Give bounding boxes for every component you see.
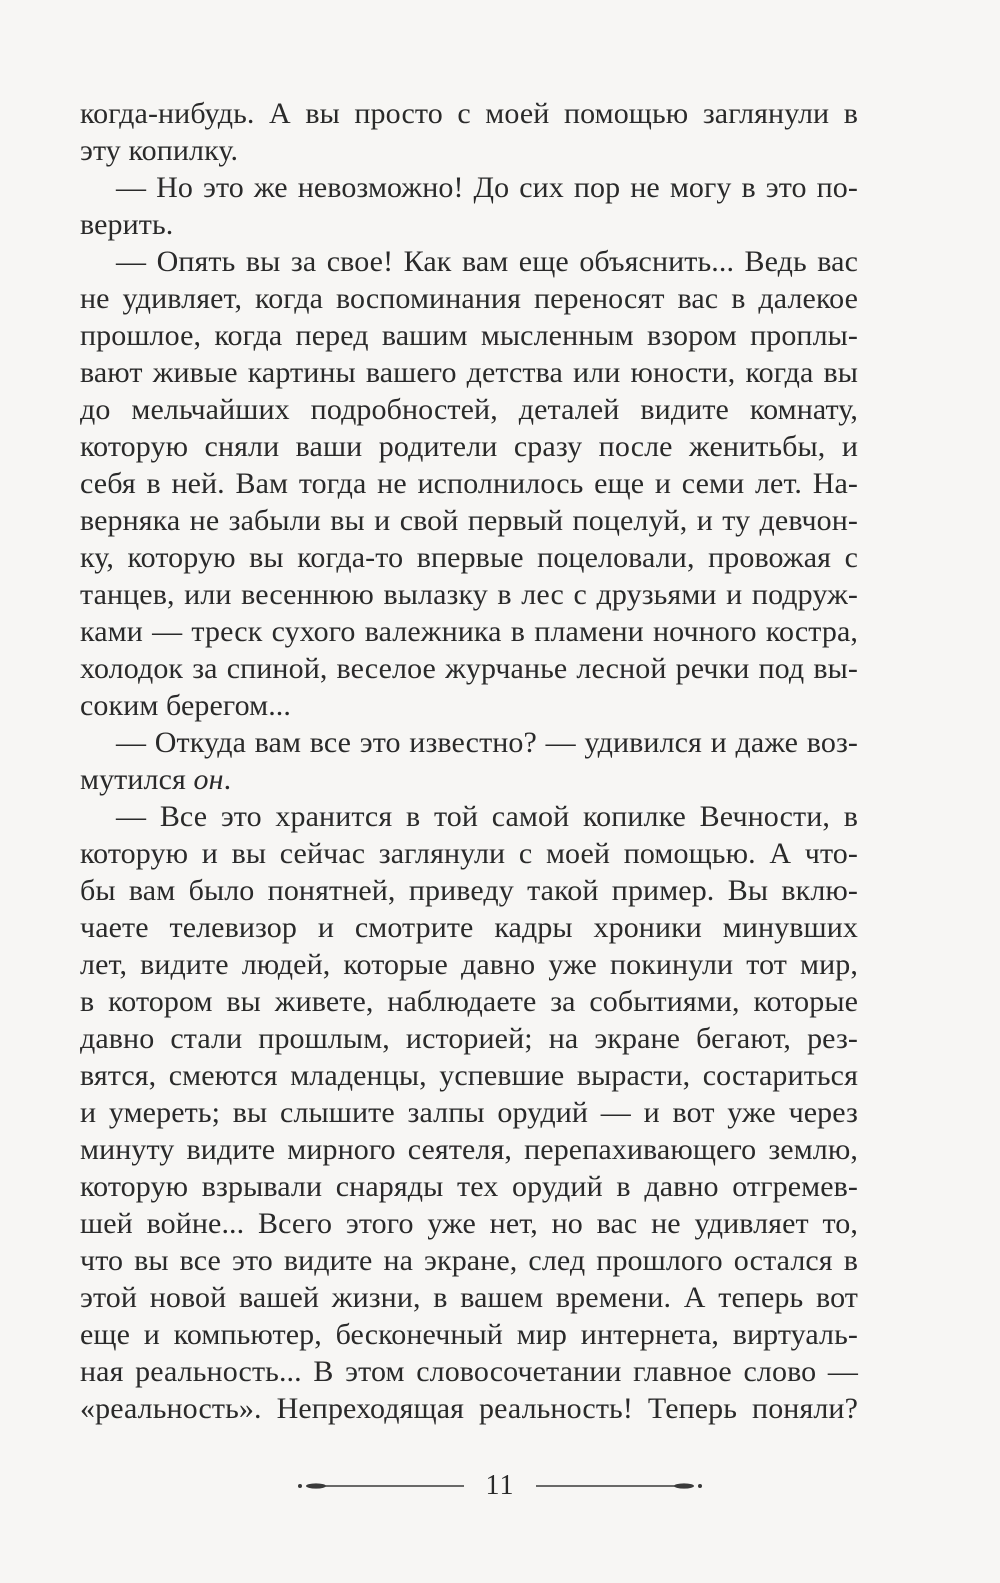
text-line-content: — Опять вы за свое! Как вам еще объяснить... Ведь вас (116, 245, 858, 278)
text-line (80, 909, 858, 946)
text-line-content: в котором вы живете, наблюдаете за событиями, которые (80, 985, 858, 1018)
text-line (80, 169, 858, 206)
text-line (80, 1279, 858, 1316)
text-line-content: — Все это хранится в той самой копилке Вечности, в (116, 800, 858, 833)
text-line-content: и умереть; вы слышите залпы орудий — и вот уже через (80, 1096, 858, 1129)
text-line-content: минуту видите мирного сеятеля, перепахивающего землю, (80, 1133, 858, 1166)
text-line (80, 465, 858, 502)
text-line-content: когда-нибудь. А вы просто с моей помощью заглянули в (80, 97, 858, 130)
text-line-content: себя в ней. Вам тогда не исполнилось еще и семи лет. На- (80, 467, 858, 500)
text-line-content: эту копилку. (80, 134, 239, 167)
text-line-tail: . (223, 763, 232, 796)
text-line (80, 243, 858, 280)
text-line (80, 1353, 858, 1390)
text-line (80, 576, 858, 613)
text-line-content: шей войне... Всего этого уже нет, но вас не удивляет то, (80, 1207, 858, 1240)
text-line (80, 1131, 858, 1168)
text-line (80, 983, 858, 1020)
text-line-content: не удивляет, когда воспоминания переносят вас в далекое (80, 282, 858, 315)
text-line-content: что вы все это видите на экране, след прошлого остался в (80, 1244, 858, 1277)
text-line-content: которую и вы сейчас заглянули с моей помощью. А что- (80, 837, 858, 870)
text-line-content: которую сняли ваши родители сразу после женитьбы, и (80, 430, 858, 463)
text-line-content: чаете телевизор и смотрите кадры хроники минувших (80, 911, 858, 944)
text-line-content: верняка не забыли вы и свой первый поцелуй, и ту девчон- (80, 504, 858, 537)
text-line (80, 428, 858, 465)
text-line (80, 502, 858, 539)
text-line-content: мутился (80, 763, 194, 796)
text-line (80, 724, 858, 761)
text-line-content: вятся, смеются младенцы, успевшие вырасти, состариться (80, 1059, 858, 1092)
text-line (80, 206, 858, 243)
text-line-content: бы вам было понятней, приведу такой пример. Вы вклю- (80, 874, 858, 907)
text-line-content: ку, которую вы когда-то впервые поцеловали, провожая с (80, 541, 858, 574)
text-line-content: — Но это же невозможно! До сих пор не могу в это по- (116, 171, 858, 204)
text-line-content: давно стали прошлым, историей; на экране бегают, рез- (80, 1022, 858, 1055)
body-text (80, 95, 858, 1427)
text-line-content: которую взрывали снаряды тех орудий в давно отгремев- (80, 1170, 858, 1203)
text-line-content: лет, видите людей, которые давно уже покинули тот мир, (80, 948, 858, 981)
text-line (80, 1094, 858, 1131)
text-line-content: верить. (80, 208, 174, 241)
text-line-content: ками — треск сухого валежника в пламени ночного костра, (80, 615, 858, 648)
text-line-content: до мельчайших подробностей, деталей видите комнату, (80, 393, 858, 426)
text-line (80, 95, 858, 132)
text-line (80, 798, 858, 835)
text-line (80, 835, 858, 872)
text-line-content: соким берегом... (80, 689, 291, 722)
text-line (80, 946, 858, 983)
text-line (80, 132, 858, 169)
text-line (80, 650, 858, 687)
text-line-content: этой новой вашей жизни, в вашем времени. А теперь вот (80, 1281, 858, 1314)
text-line-content: холодок за спиной, веселое журчанье лесной речки под вы- (80, 652, 858, 685)
text-line (80, 1316, 858, 1353)
text-line (80, 687, 858, 724)
page-number: 11 (485, 1470, 515, 1501)
text-line (80, 354, 858, 391)
text-line (80, 1242, 858, 1279)
text-line (80, 1390, 858, 1427)
text-line (80, 391, 858, 428)
text-line (80, 1020, 858, 1057)
text-line-content: «реальность». Непреходящая реальность! Теперь поняли? (80, 1392, 858, 1425)
text-line (80, 1205, 858, 1242)
text-line (80, 613, 858, 650)
text-line-content: танцев, или весеннюю вылазку в лес с друзьями и подруж- (80, 578, 858, 611)
text-line-content: вают живые картины вашего детства или юности, когда вы (80, 356, 858, 389)
ornament-left-icon (294, 1479, 464, 1493)
text-line (80, 1057, 858, 1094)
text-line (80, 539, 858, 576)
page-footer (0, 1466, 1000, 1506)
text-line (80, 317, 858, 354)
text-line-content: прошлое, когда перед вашим мысленным взором проплы- (80, 319, 858, 352)
text-line (80, 761, 858, 798)
text-line-content: — Откуда вам все это известно? — удивился и даже воз- (116, 726, 858, 759)
text-line-content: еще и компьютер, бесконечный мир интернета, виртуаль- (80, 1318, 858, 1351)
text-line (80, 1168, 858, 1205)
ornament-right-icon (536, 1479, 706, 1493)
text-line (80, 872, 858, 909)
text-line-content: ная реальность... В этом словосочетании главное слово — (80, 1355, 858, 1388)
italic-word: он (193, 763, 224, 796)
text-line (80, 280, 858, 317)
